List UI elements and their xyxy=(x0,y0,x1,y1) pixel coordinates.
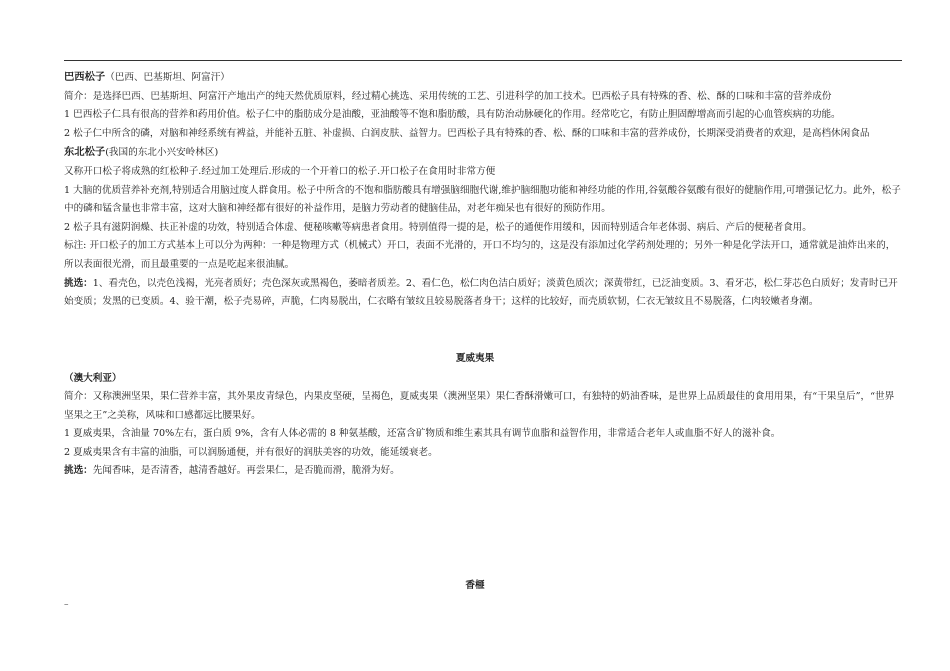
paragraph: 2 夏威夷果含有丰富的油脂，可以润肠通便，并有很好的润肤美容的功效，能延缓衰老。 xyxy=(64,446,438,458)
footer-mark: – xyxy=(64,600,69,610)
section-heading-brazil-pine-nut xyxy=(64,68,902,88)
document-body xyxy=(64,68,902,312)
paragraph-note: 标注: 开口松子的加工方式基本上可以分为两种：一种是物理方式（机械式）开口，表面不光滑的，开口不均匀的，这是没有添加过化学药剂处理的；另外一种是化学法开口，通常就是油炸出来的，所以表面很光滑，而且最重要的一点是吃起来很油腻。 xyxy=(64,240,896,270)
paragraph: 2 松子具有滋阴润燥、扶正补虚的功效，特别适合体虚、便秘咳嗽等病患者食用。特别值得一提的是，松子的通便作用缓和，因而特别适合年老体弱、病后、产后的便秘者食用。 xyxy=(64,221,812,233)
paragraph: 1 夏威夷果，含油量 70%左右，蛋白质 9%，含有人体必需的 8 种氨基酸，还富含矿物质和维生素其具有调节血脂和益智作用，非常适合老年人或血脂不好人的滋补食。 xyxy=(64,428,781,440)
paragraph-pick xyxy=(64,462,902,480)
section-title: 东北松子 xyxy=(64,146,106,159)
section-title-torreya: 香榧 xyxy=(465,580,485,591)
header-rule xyxy=(64,60,902,61)
paragraph-intro: 简介：是选择巴西、巴基斯坦、阿富汗产地出产的纯天然优质原料，经过精心挑选、采用传统的工艺、引进科学的加工技术。巴西松子具有特殊的香、松、酥的口味和丰富的营养成份 xyxy=(64,90,832,102)
paragraph: 1 大脑的优质营养补充剂,特别适合用脑过度人群食用。松子中所含的不饱和脂肪酸具有增强脑细胞代谢,维护脑细胞功能和神经功能的作用,谷氨酸谷氨酸有很好的健脑作用,可增强记忆力。此外，松子中的磷和锰含量也非常丰富，这对大脑和神经都有很好的补益作用，是脑力劳动者的健脑佳品，对老年痴呆也有很好的预防作用。 xyxy=(64,184,901,215)
section-title-sub: （巴西、巴基斯坦、阿富汗） xyxy=(105,72,230,83)
section-title-sub: (我国的东北小兴安岭林区) xyxy=(105,147,219,159)
paragraph: 2 松子仁中所含的磷，对脑和神经系统有裨益，并能补五脏、补虚损、白润皮肤、益智力。巴西松子具有特殊的香、松、酥的口味和丰富的营养成份，长期深受消费者的欢迎，是高档休闲食品 xyxy=(64,127,870,139)
pick-label: 挑选： xyxy=(64,277,93,289)
pick-label: 挑选： xyxy=(64,465,93,477)
section-title: 巴西松子 xyxy=(64,71,106,83)
pick-text: 1、看壳色，以壳色浅褐，光亮者质好；壳色深灰或黑褐色，萎暗者质差。2、看仁色，松仁肉色洁白质好；淡黄色质次；深黄带红，已泛油变质。3、看牙芯，松仁芽芯色白质好；发青时已开始变质；发黑的已变质。4、验干潮，松子壳易碎，声脆，仁肉易脱出，仁衣略有皱纹且较易脱落者身干；这样的比较好，而壳质软韧，仁衣无皱纹且不易脱落，仁肉较嫩者身潮。 xyxy=(64,277,898,308)
pick-text: 先闻香味，是否清香，越清香越好。再尝果仁，是否脆而滑，脆滑为好。 xyxy=(92,465,400,477)
section-origin: （澳大利亚） xyxy=(64,373,122,384)
document-body-macadamia xyxy=(64,370,902,480)
section-heading-northeast-pine-nut xyxy=(64,143,902,163)
paragraph-pick xyxy=(64,275,902,312)
paragraph: 1 巴西松子仁具有很高的营养和药用价值。松子仁中的脂肪成分是油酸，亚油酸等不饱和脂肪酸，具有防治动脉硬化的作用。经常吃它，有防止胆固醇增高而引起的心血管疾病的功能。 xyxy=(64,109,841,121)
paragraph-intro: 简介：又称澳洲坚果，果仁营养丰富，其外果皮青绿色，内果皮坚硬，呈褐色，夏威夷果（澳洲坚果）果仁香酥滑嫩可口，有独特的奶油香味，是世界上品质最佳的食用用果，有“干果皇后”，“世界坚果之王”之美称，风味和口感都远比腰果好。 xyxy=(64,391,895,421)
section-title-macadamia: 夏威夷果 xyxy=(455,353,495,364)
paragraph-intro: 又称开口松子将成熟的红松种子.经过加工处理后.形成的一个开着口的松子.开口松子在食用时非常方便 xyxy=(64,165,496,177)
